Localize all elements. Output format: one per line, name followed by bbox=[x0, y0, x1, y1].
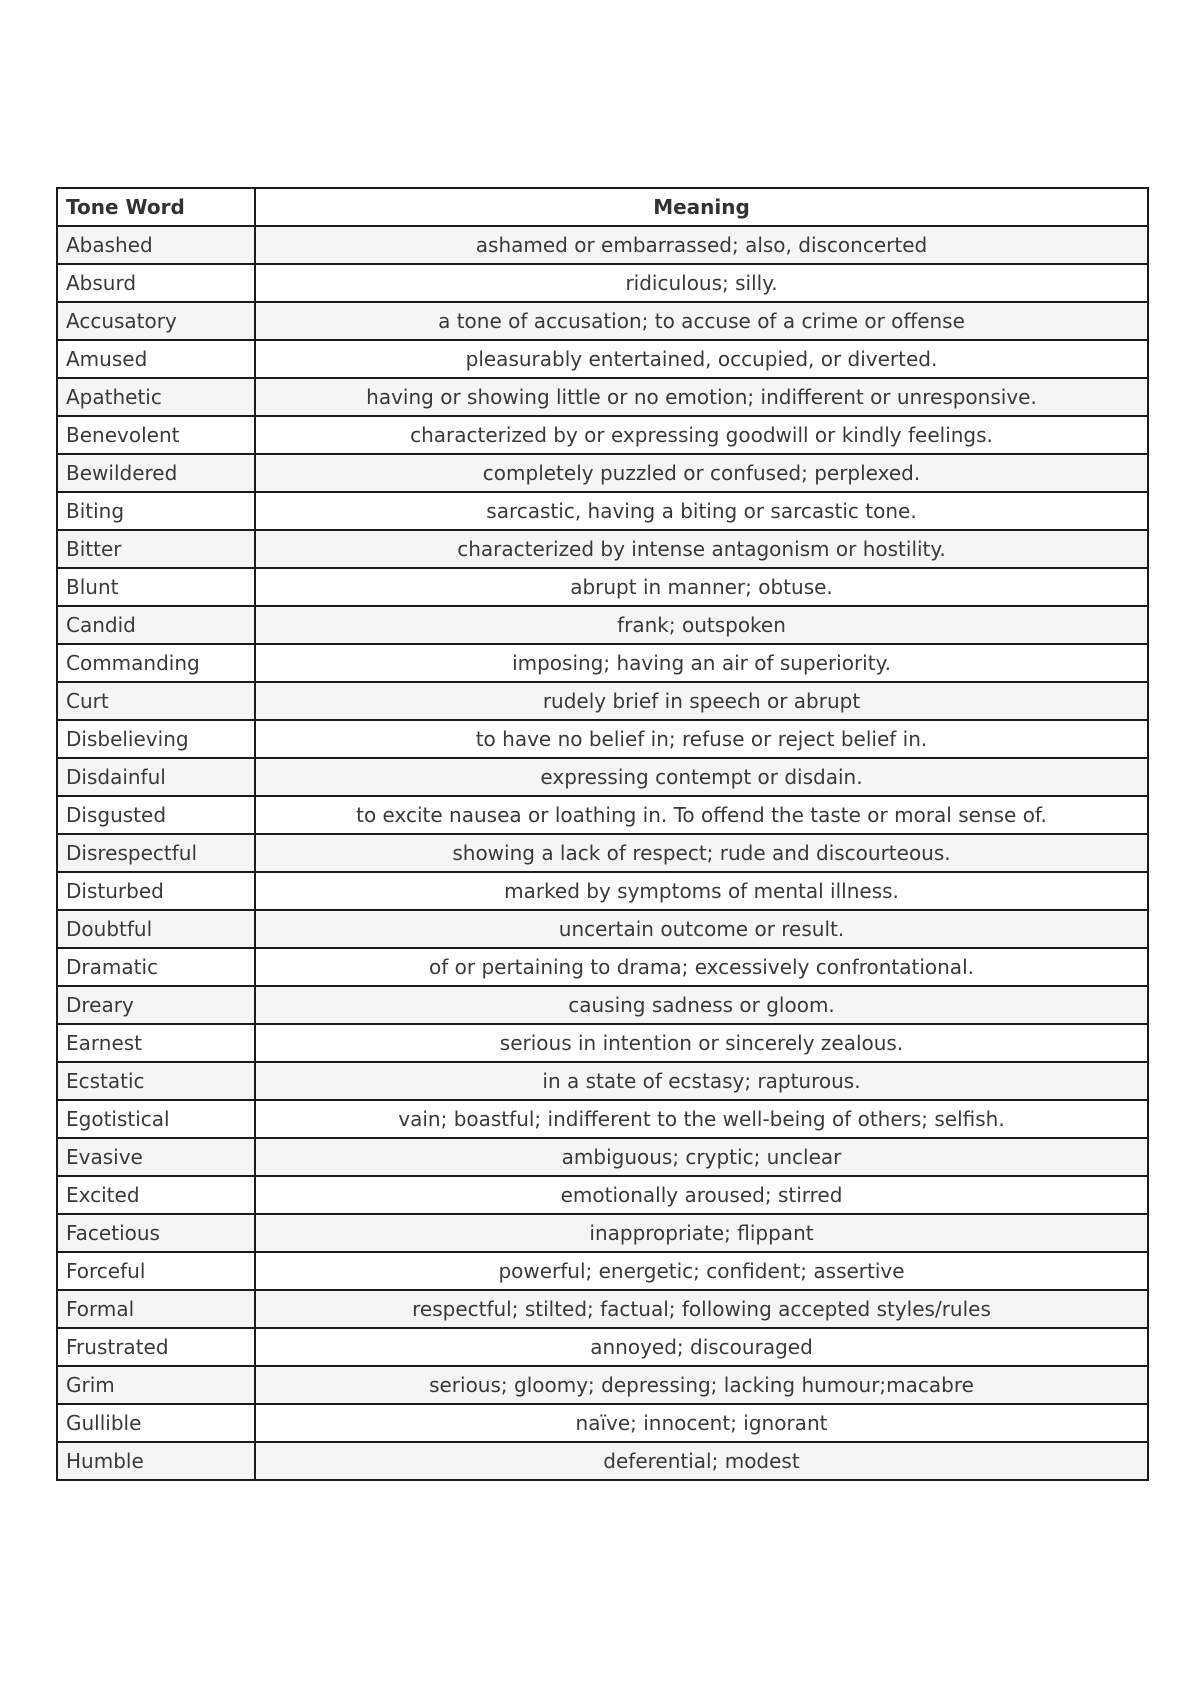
tone-word-cell: Gullible bbox=[57, 1404, 255, 1442]
tone-word-cell: Egotistical bbox=[57, 1100, 255, 1138]
meaning-cell: expressing contempt or disdain. bbox=[255, 758, 1148, 796]
tone-word-cell: Facetious bbox=[57, 1214, 255, 1252]
tone-word-cell: Formal bbox=[57, 1290, 255, 1328]
tone-word-cell: Bewildered bbox=[57, 454, 255, 492]
table-row bbox=[57, 1442, 1148, 1480]
table-row bbox=[57, 1214, 1148, 1252]
tone-words-table bbox=[56, 187, 1149, 1481]
table-row bbox=[57, 644, 1148, 682]
table-row bbox=[57, 1290, 1148, 1328]
tone-word-cell: Ecstatic bbox=[57, 1062, 255, 1100]
meaning-cell: inappropriate; flippant bbox=[255, 1214, 1148, 1252]
meaning-cell: pleasurably entertained, occupied, or diverted. bbox=[255, 340, 1148, 378]
meaning-cell: annoyed; discouraged bbox=[255, 1328, 1148, 1366]
tone-word-cell: Disdainful bbox=[57, 758, 255, 796]
table-row bbox=[57, 1252, 1148, 1290]
tone-word-cell: Apathetic bbox=[57, 378, 255, 416]
meaning-cell: naïve; innocent; ignorant bbox=[255, 1404, 1148, 1442]
meaning-cell: completely puzzled or confused; perplexed. bbox=[255, 454, 1148, 492]
tone-word-cell: Benevolent bbox=[57, 416, 255, 454]
table-row bbox=[57, 264, 1148, 302]
tone-word-cell: Candid bbox=[57, 606, 255, 644]
meaning-cell: abrupt in manner; obtuse. bbox=[255, 568, 1148, 606]
column-header-meaning: Meaning bbox=[255, 188, 1148, 226]
table-row bbox=[57, 606, 1148, 644]
tone-word-cell: Grim bbox=[57, 1366, 255, 1404]
meaning-cell: uncertain outcome or result. bbox=[255, 910, 1148, 948]
table-row bbox=[57, 454, 1148, 492]
table-row bbox=[57, 1100, 1148, 1138]
table-row bbox=[57, 834, 1148, 872]
tone-word-cell: Excited bbox=[57, 1176, 255, 1214]
table-row bbox=[57, 492, 1148, 530]
meaning-cell: vain; boastful; indifferent to the well-being of others; selfish. bbox=[255, 1100, 1148, 1138]
table-row bbox=[57, 1404, 1148, 1442]
table-row bbox=[57, 530, 1148, 568]
tone-word-cell: Disrespectful bbox=[57, 834, 255, 872]
tone-word-cell: Frustrated bbox=[57, 1328, 255, 1366]
tone-word-cell: Doubtful bbox=[57, 910, 255, 948]
table-row bbox=[57, 1062, 1148, 1100]
meaning-cell: to have no belief in; refuse or reject belief in. bbox=[255, 720, 1148, 758]
table-row bbox=[57, 948, 1148, 986]
meaning-cell: emotionally aroused; stirred bbox=[255, 1176, 1148, 1214]
tone-word-cell: Earnest bbox=[57, 1024, 255, 1062]
table-row bbox=[57, 378, 1148, 416]
tone-word-cell: Forceful bbox=[57, 1252, 255, 1290]
table-row bbox=[57, 1366, 1148, 1404]
tone-word-cell: Biting bbox=[57, 492, 255, 530]
tone-word-cell: Disgusted bbox=[57, 796, 255, 834]
meaning-cell: having or showing little or no emotion; indifferent or unresponsive. bbox=[255, 378, 1148, 416]
meaning-cell: showing a lack of respect; rude and discourteous. bbox=[255, 834, 1148, 872]
meaning-cell: rudely brief in speech or abrupt bbox=[255, 682, 1148, 720]
table-row bbox=[57, 568, 1148, 606]
table-row bbox=[57, 910, 1148, 948]
table-row bbox=[57, 758, 1148, 796]
table-row bbox=[57, 796, 1148, 834]
header-row bbox=[57, 188, 1148, 226]
tone-word-cell: Disbelieving bbox=[57, 720, 255, 758]
meaning-cell: characterized by intense antagonism or hostility. bbox=[255, 530, 1148, 568]
meaning-cell: ashamed or embarrassed; also, disconcerted bbox=[255, 226, 1148, 264]
meaning-cell: powerful; energetic; confident; assertive bbox=[255, 1252, 1148, 1290]
tone-word-cell: Bitter bbox=[57, 530, 255, 568]
meaning-cell: causing sadness or gloom. bbox=[255, 986, 1148, 1024]
table-row bbox=[57, 1176, 1148, 1214]
table-row bbox=[57, 226, 1148, 264]
tone-word-cell: Commanding bbox=[57, 644, 255, 682]
table-body bbox=[57, 226, 1148, 1480]
meaning-cell: ridiculous; silly. bbox=[255, 264, 1148, 302]
meaning-cell: deferential; modest bbox=[255, 1442, 1148, 1480]
meaning-cell: characterized by or expressing goodwill or kindly feelings. bbox=[255, 416, 1148, 454]
meaning-cell: ambiguous; cryptic; unclear bbox=[255, 1138, 1148, 1176]
table-row bbox=[57, 416, 1148, 454]
table-row bbox=[57, 1328, 1148, 1366]
tone-word-cell: Disturbed bbox=[57, 872, 255, 910]
column-header-tone-word: Tone Word bbox=[57, 188, 255, 226]
tone-word-cell: Evasive bbox=[57, 1138, 255, 1176]
meaning-cell: frank; outspoken bbox=[255, 606, 1148, 644]
meaning-cell: serious; gloomy; depressing; lacking humour;macabre bbox=[255, 1366, 1148, 1404]
meaning-cell: a tone of accusation; to accuse of a crime or offense bbox=[255, 302, 1148, 340]
tone-word-cell: Curt bbox=[57, 682, 255, 720]
tone-word-cell: Accusatory bbox=[57, 302, 255, 340]
tone-word-cell: Absurd bbox=[57, 264, 255, 302]
table-row bbox=[57, 682, 1148, 720]
table-row bbox=[57, 1024, 1148, 1062]
tone-word-cell: Amused bbox=[57, 340, 255, 378]
table-row bbox=[57, 986, 1148, 1024]
meaning-cell: sarcastic, having a biting or sarcastic tone. bbox=[255, 492, 1148, 530]
meaning-cell: imposing; having an air of superiority. bbox=[255, 644, 1148, 682]
table-row bbox=[57, 720, 1148, 758]
tone-word-cell: Dramatic bbox=[57, 948, 255, 986]
table-row bbox=[57, 302, 1148, 340]
meaning-cell: marked by symptoms of mental illness. bbox=[255, 872, 1148, 910]
meaning-cell: respectful; stilted; factual; following accepted styles/rules bbox=[255, 1290, 1148, 1328]
tone-word-cell: Abashed bbox=[57, 226, 255, 264]
table-row bbox=[57, 1138, 1148, 1176]
table-row bbox=[57, 340, 1148, 378]
tone-word-cell: Blunt bbox=[57, 568, 255, 606]
tone-word-cell: Humble bbox=[57, 1442, 255, 1480]
meaning-cell: to excite nausea or loathing in. To offend the taste or moral sense of. bbox=[255, 796, 1148, 834]
meaning-cell: of or pertaining to drama; excessively confrontational. bbox=[255, 948, 1148, 986]
table-header bbox=[57, 188, 1148, 226]
meaning-cell: in a state of ecstasy; rapturous. bbox=[255, 1062, 1148, 1100]
meaning-cell: serious in intention or sincerely zealous. bbox=[255, 1024, 1148, 1062]
table-row bbox=[57, 872, 1148, 910]
tone-word-cell: Dreary bbox=[57, 986, 255, 1024]
